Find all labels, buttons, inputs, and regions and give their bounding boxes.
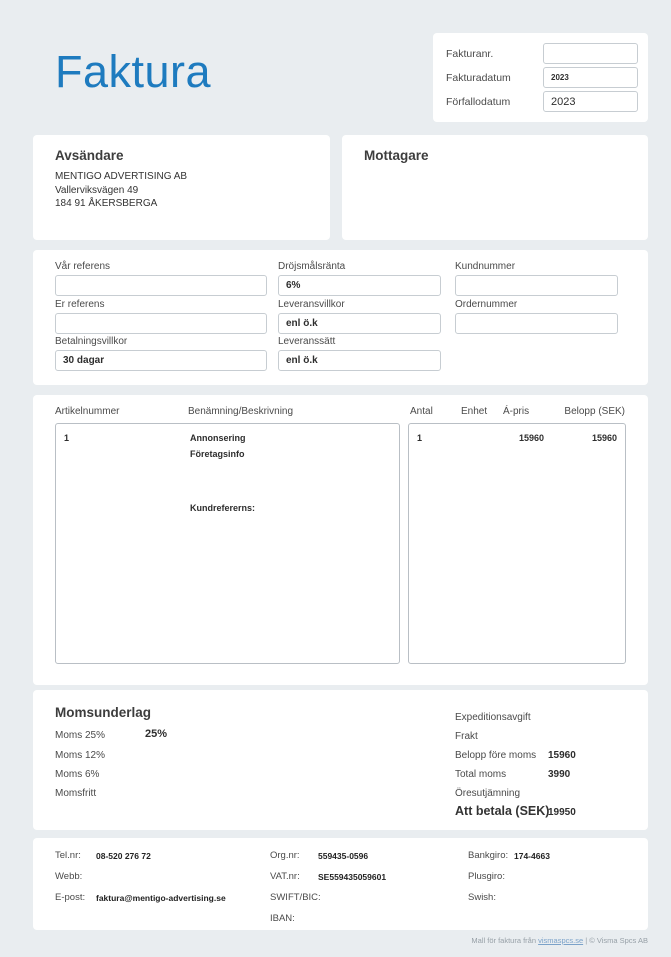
- sender-street: Vallerviksvägen 49: [55, 184, 139, 196]
- swish-label: Swish:: [468, 892, 496, 903]
- iban-label: IBAN:: [270, 913, 295, 924]
- due-date-row: [446, 91, 638, 112]
- amount-to-pay-label: Att betala (SEK): [455, 804, 550, 818]
- invoice-meta-card: [433, 33, 648, 122]
- amount-to-pay-value: 19950: [548, 807, 576, 818]
- our-reference-label: Vår referens: [55, 261, 111, 272]
- vat-25-label: Moms 25%: [55, 730, 106, 741]
- sender-heading: Avsändare: [55, 148, 124, 163]
- item-amount-cell: 15960: [591, 433, 617, 443]
- your-reference-input[interactable]: [55, 313, 267, 334]
- invoice-number-input[interactable]: [543, 43, 638, 64]
- sender-company: MENTIGO ADVERTISING AB: [55, 171, 188, 182]
- orgnr-value: 559435-0596: [318, 851, 369, 861]
- phone-value: 08-520 276 72: [96, 851, 151, 861]
- customer-number-input[interactable]: [455, 275, 618, 296]
- delivery-terms-input[interactable]: [278, 313, 441, 334]
- invoice-date-row: [446, 67, 638, 88]
- col-header-artikelnummer: Artikelnummer: [55, 406, 120, 417]
- total-vat-value: 3990: [548, 769, 571, 780]
- item-number-cell: 1: [64, 433, 70, 443]
- col-header-antal: Antal: [410, 406, 433, 417]
- email-value: faktura@mentigo-advertising.se: [96, 893, 226, 903]
- due-date-label: Förfallodatum: [446, 95, 511, 108]
- payment-terms-field: [55, 336, 267, 371]
- amount-before-vat-value: 15960: [548, 750, 576, 761]
- late-interest-field: [278, 261, 441, 296]
- vismaspcs-link[interactable]: vismaspcs.se: [538, 936, 584, 945]
- customer-number-field: [455, 261, 618, 296]
- col-header-apris: Á-pris: [503, 406, 530, 417]
- amount-before-vat-label: Belopp före moms: [455, 750, 537, 761]
- attribution-suffix: | © Visma Spcs AB: [583, 936, 648, 945]
- page-title: Faktura: [55, 46, 212, 97]
- your-reference-field: [55, 299, 267, 334]
- col-header-enhet: Enhet: [461, 406, 488, 417]
- delivery-terms-field: [278, 299, 441, 334]
- item-name-cell: Annonsering: [190, 433, 246, 443]
- delivery-method-field: [278, 336, 441, 371]
- order-number-input[interactable]: [455, 313, 618, 334]
- due-date-input[interactable]: [543, 91, 638, 112]
- recipient-card[interactable]: [342, 135, 648, 240]
- attribution-note: [471, 936, 648, 945]
- vat-6-label: Moms 6%: [55, 769, 100, 780]
- total-vat-label: Total moms: [455, 769, 507, 780]
- sender-card: [33, 135, 330, 240]
- vatnr-value: SE559435059601: [318, 872, 387, 882]
- references-card: [33, 250, 648, 385]
- late-interest-label: Dröjsmålsränta: [278, 261, 346, 272]
- swift-label: SWIFT/BIC:: [270, 892, 321, 903]
- email-label: E-post:: [55, 892, 86, 903]
- vatnr-label: VAT.nr:: [270, 871, 300, 882]
- invoice-date-label: Fakturadatum: [446, 71, 511, 84]
- item-amounts-box[interactable]: [408, 423, 626, 664]
- payment-terms-input[interactable]: [55, 350, 267, 371]
- col-header-benamning: Benämning/Beskrivning: [188, 406, 294, 417]
- bankgiro-value: 174-4663: [514, 851, 550, 861]
- contact-card: [33, 838, 648, 930]
- freight-label: Frakt: [455, 731, 478, 742]
- late-interest-input[interactable]: [278, 275, 441, 296]
- delivery-method-label: Leveranssätt: [278, 336, 336, 347]
- delivery-terms-label: Leveransvillkor: [278, 299, 345, 310]
- our-reference-field: [55, 261, 267, 296]
- handling-fee-label: Expeditionsavgift: [455, 712, 531, 723]
- your-reference-label: Er referens: [55, 299, 105, 310]
- sender-city: 184 91 ÅKERSBERGA: [55, 198, 158, 209]
- recipient-heading: Mottagare: [364, 148, 429, 163]
- plusgiro-label: Plusgiro:: [468, 871, 505, 882]
- item-description-cell: Företagsinfo: [190, 449, 245, 459]
- rounding-label: Öresutjämning: [455, 788, 521, 799]
- invoice-number-row: [446, 43, 638, 64]
- order-number-field: [455, 299, 618, 334]
- item-customer-reference-cell: Kundrefererns:: [190, 503, 256, 513]
- bankgiro-label: Bankgiro:: [468, 850, 509, 861]
- vat-heading: Momsunderlag: [55, 705, 152, 720]
- attribution-prefix: Mall för faktura från: [471, 936, 539, 945]
- item-description-box[interactable]: [55, 423, 400, 664]
- item-quantity-cell: 1: [417, 433, 423, 443]
- phone-label: Tel.nr:: [55, 850, 81, 861]
- item-unit-price-cell: 15960: [518, 433, 544, 443]
- col-header-belopp: Belopp (SEK): [564, 406, 625, 417]
- invoice-number-label: Fakturanr.: [446, 47, 494, 60]
- line-items-card: [33, 395, 648, 685]
- vat-25-value: 25%: [145, 728, 168, 740]
- order-number-label: Ordernummer: [455, 299, 518, 310]
- vat-free-label: Momsfritt: [55, 788, 97, 799]
- customer-number-label: Kundnummer: [455, 261, 516, 272]
- our-reference-input[interactable]: [55, 275, 267, 296]
- vat-12-label: Moms 12%: [55, 750, 106, 761]
- payment-terms-label: Betalningsvillkor: [55, 336, 128, 347]
- web-label: Webb:: [55, 871, 83, 882]
- delivery-method-input[interactable]: [278, 350, 441, 371]
- orgnr-label: Org.nr:: [270, 850, 300, 861]
- vat-summary-card: [33, 690, 648, 830]
- invoice-date-input[interactable]: [543, 67, 638, 88]
